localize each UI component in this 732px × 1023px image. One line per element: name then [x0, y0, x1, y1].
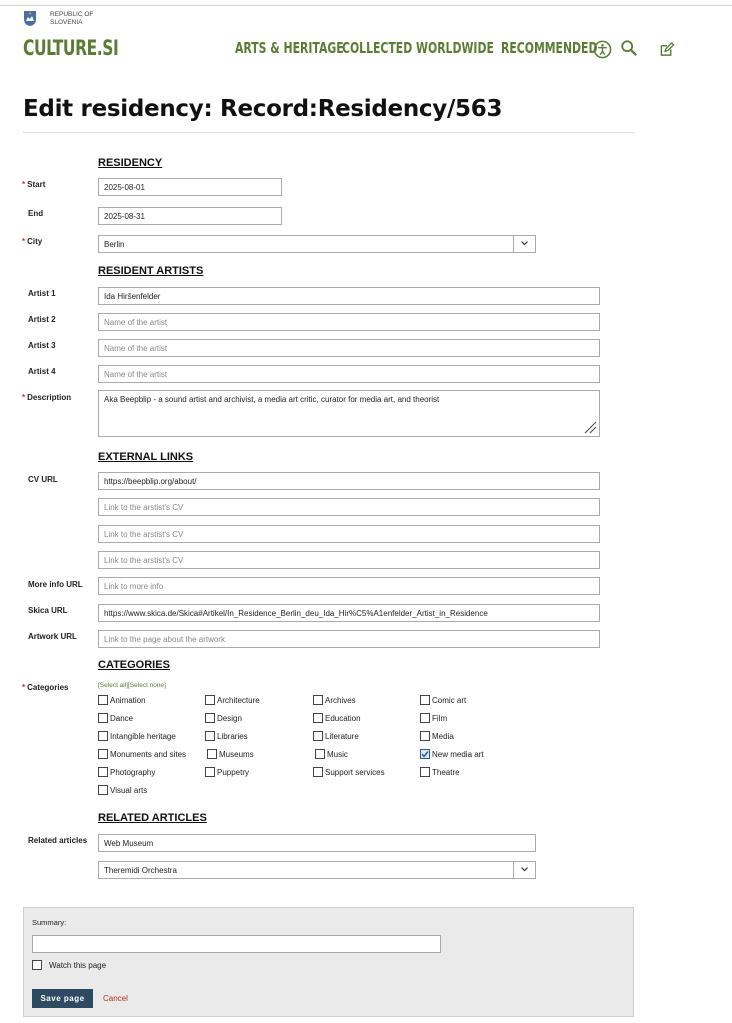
category-label: Education	[325, 714, 361, 724]
republic-line-1: REPUBLIC OF	[50, 11, 94, 18]
city-label-text: City	[27, 237, 43, 246]
slovenia-crest-icon	[23, 10, 37, 27]
artwork-url-input[interactable]	[98, 630, 600, 648]
artist-3-placeholder: Name of the artist	[104, 344, 168, 353]
related-articles-label: Related articles	[28, 836, 88, 845]
category-checkbox-dance[interactable]	[98, 714, 133, 724]
save-page-button[interactable]: Save page	[32, 989, 93, 1008]
category-label: Puppetry	[217, 768, 250, 778]
category-label: Media	[432, 732, 454, 742]
category-label: Music	[327, 750, 348, 760]
artist-2-input[interactable]	[98, 313, 600, 331]
category-checkbox-education[interactable]	[313, 714, 361, 724]
category-checkbox-design[interactable]	[205, 714, 242, 724]
category-label: Intangible heritage	[110, 732, 176, 742]
category-checkbox-animation[interactable]	[98, 696, 146, 706]
description-value: Aka Beepblip - a sound artist and archivist, a media art critic, curator for media art, and theorist	[104, 395, 440, 404]
checkbox-box[interactable]	[98, 767, 108, 777]
category-label: Monuments and sites	[110, 750, 187, 760]
checkbox-box[interactable]	[315, 749, 325, 759]
related-article-value-1: Web Museum	[104, 839, 154, 848]
cv-url-placeholder: Link to the arstist's CV	[104, 503, 184, 512]
artwork-url-placeholder: Link to the page about the artwork	[104, 635, 225, 644]
skica-url-label: Skica URL	[28, 606, 68, 615]
category-checkbox-new-media-art[interactable]	[420, 750, 484, 760]
category-checkbox-archives[interactable]	[313, 696, 356, 706]
checkbox-box[interactable]	[313, 731, 323, 741]
checkbox-box[interactable]	[420, 695, 430, 705]
nav-recommended[interactable]: RECOMMENDED	[501, 39, 598, 57]
category-label: Visual arts	[110, 786, 148, 796]
category-checkbox-music[interactable]	[315, 750, 348, 760]
artist-1-input[interactable]	[98, 287, 600, 305]
page-title: Edit residency: Record:Residency/563	[23, 96, 503, 122]
search-icon[interactable]	[620, 39, 638, 57]
description-label	[22, 393, 72, 402]
categories-heading: CATEGORIES	[98, 659, 170, 671]
artist-2-placeholder: Name of the artist	[104, 318, 168, 327]
checkbox-box[interactable]	[98, 785, 108, 795]
resident-artists-heading: RESIDENT ARTISTS	[98, 265, 204, 277]
cv-url-placeholder: Link to the arstist's CV	[104, 530, 184, 539]
category-checkbox-support-services[interactable]	[313, 768, 385, 778]
checkbox-box[interactable]	[207, 749, 217, 759]
start-label-text: Start	[27, 180, 46, 189]
external-links-heading: EXTERNAL LINKS	[98, 451, 194, 463]
related-article-input-1[interactable]	[98, 834, 536, 852]
watch-checkbox-box[interactable]	[32, 960, 42, 970]
summary-input[interactable]	[32, 935, 441, 953]
category-label: Film	[432, 714, 448, 724]
city-value: Berlin	[104, 240, 125, 249]
cv-url-input-4[interactable]	[98, 551, 600, 569]
end-label: End	[28, 209, 44, 218]
checkbox-box[interactable]	[205, 731, 215, 741]
watch-label: Watch this page	[49, 961, 107, 971]
category-checkbox-libraries[interactable]	[205, 732, 248, 742]
categories-label-text: Categories	[27, 683, 69, 692]
checkbox-box[interactable]	[313, 695, 323, 705]
select-all-link[interactable]: [Select all]	[98, 682, 128, 689]
title-divider	[23, 132, 634, 133]
end-date-value: 2025-08-31	[104, 212, 145, 221]
category-label: Animation	[110, 696, 146, 706]
start-date-value: 2025-08-01	[104, 183, 145, 192]
nav-collected[interactable]: COLLECTED	[342, 39, 413, 57]
category-checkbox-museums[interactable]	[207, 750, 254, 760]
category-label: Comic art	[432, 696, 467, 706]
more-info-url-label: More info URL	[28, 580, 83, 589]
checkbox-box[interactable]	[420, 713, 430, 723]
checkbox-box[interactable]	[205, 767, 215, 777]
category-checkbox-film[interactable]	[420, 714, 447, 724]
category-checkbox-comic-art[interactable]	[420, 696, 466, 706]
category-checkbox-puppetry[interactable]	[205, 768, 249, 778]
description-label-text: Description	[27, 393, 72, 402]
cv-url-input-2[interactable]	[98, 498, 600, 516]
category-label: Design	[217, 714, 242, 724]
site-logo[interactable]: CULTURE.SI	[23, 36, 119, 60]
category-label: Theatre	[432, 768, 460, 778]
artist-1-label: Artist 1	[28, 289, 56, 298]
category-checkbox-photography[interactable]	[98, 768, 155, 778]
more-info-placeholder: Link to more info	[104, 582, 164, 591]
edit-icon[interactable]	[659, 42, 675, 57]
checkbox-box[interactable]	[98, 695, 108, 705]
checkbox-box[interactable]	[420, 731, 430, 741]
category-label: Architecture	[217, 696, 260, 706]
start-date-input[interactable]	[98, 178, 282, 196]
skica-url-value: https://www.skica.de/Skica#Artikel/In_Residence_Berlin_deu_Ida_Hir%C5%A1enfelder_Artist_in_Residence	[104, 609, 488, 618]
category-checkbox-media[interactable]	[420, 732, 454, 742]
required-marker: *	[22, 393, 26, 402]
artist-4-input[interactable]	[98, 365, 600, 383]
category-label: Museums	[219, 750, 254, 760]
category-label: Dance	[110, 714, 134, 724]
cv-url-input-1[interactable]	[98, 472, 600, 490]
more-info-url-input[interactable]	[98, 577, 600, 595]
checkbox-box[interactable]	[98, 749, 108, 759]
cv-url-label: CV URL	[28, 475, 58, 484]
category-checkbox-architecture[interactable]	[205, 696, 260, 706]
checkbox-box[interactable]	[420, 767, 430, 777]
chevron-down-icon	[521, 867, 528, 872]
checkmark-icon	[421, 750, 429, 758]
cv-url-value: https://beepblip.org/about/	[104, 477, 197, 486]
related-article-dropdown-button[interactable]	[513, 861, 535, 879]
required-marker: *	[22, 683, 26, 692]
skica-url-input[interactable]	[98, 604, 600, 622]
resize-handle-icon[interactable]	[584, 421, 597, 434]
artist-4-placeholder: Name of the artist	[104, 370, 168, 379]
cancel-link[interactable]: Cancel	[103, 994, 128, 1003]
category-checkbox-literature[interactable]	[313, 732, 359, 742]
category-checkbox-theatre[interactable]	[420, 768, 460, 778]
cv-url-placeholder: Link to the arstist's CV	[104, 556, 184, 565]
cv-url-input-3[interactable]	[98, 525, 600, 543]
related-article-select-2[interactable]	[98, 861, 536, 879]
artist-3-input[interactable]	[98, 339, 600, 357]
accessibility-icon[interactable]	[593, 40, 612, 59]
category-label: Literature	[325, 732, 359, 742]
category-checkbox-intangible-heritage[interactable]	[98, 732, 176, 742]
checkbox-box[interactable]	[205, 695, 215, 705]
artist-3-label: Artist 3	[28, 341, 56, 350]
category-label: Photography	[110, 768, 156, 778]
republic-label	[50, 11, 93, 27]
required-marker: *	[22, 180, 26, 189]
artist-4-label: Artist 4	[28, 367, 56, 376]
checkbox-box[interactable]	[420, 749, 430, 759]
residency-heading: RESIDENCY	[98, 157, 163, 169]
required-marker: *	[22, 237, 26, 246]
city-dropdown-button[interactable]	[513, 235, 535, 253]
category-label: Libraries	[217, 732, 248, 742]
category-checkbox-visual-arts[interactable]	[98, 786, 147, 796]
select-none-link[interactable]: [Select none]	[128, 682, 166, 689]
category-label: Archives	[325, 696, 356, 706]
artist-1-value: Ida Hiršenfelder	[104, 292, 161, 301]
related-articles-heading: RELATED ARTICLES	[98, 812, 207, 824]
checkbox-box[interactable]	[313, 713, 323, 723]
checkbox-box[interactable]	[98, 713, 108, 723]
end-date-input[interactable]	[98, 207, 282, 225]
nav-arts-heritage[interactable]: ARTS & HERITAGE	[235, 39, 344, 57]
checkbox-box[interactable]	[98, 731, 108, 741]
category-label: New media art	[432, 750, 484, 760]
city-label	[22, 237, 43, 246]
site-header	[0, 0, 732, 70]
watch-checkbox[interactable]	[32, 961, 106, 971]
start-label	[22, 180, 46, 189]
select-links	[98, 682, 166, 689]
republic-line-2: SLOVENIA	[50, 19, 83, 26]
categories-label	[22, 683, 69, 692]
summary-label: Summary:	[32, 918, 67, 927]
description-textarea[interactable]	[98, 390, 600, 437]
city-select[interactable]	[98, 235, 536, 253]
checkbox-box[interactable]	[313, 767, 323, 777]
related-article-value-2: Theremidi Orchestra	[104, 866, 177, 875]
checkbox-box[interactable]	[205, 713, 215, 723]
artwork-url-label: Artwork URL	[28, 632, 77, 641]
chevron-down-icon	[521, 241, 528, 246]
nav-worldwide[interactable]: WORLDWIDE	[416, 39, 494, 57]
artist-2-label: Artist 2	[28, 315, 56, 324]
category-label: Support services	[325, 768, 385, 778]
category-checkbox-monuments-and-sites[interactable]	[98, 750, 186, 760]
